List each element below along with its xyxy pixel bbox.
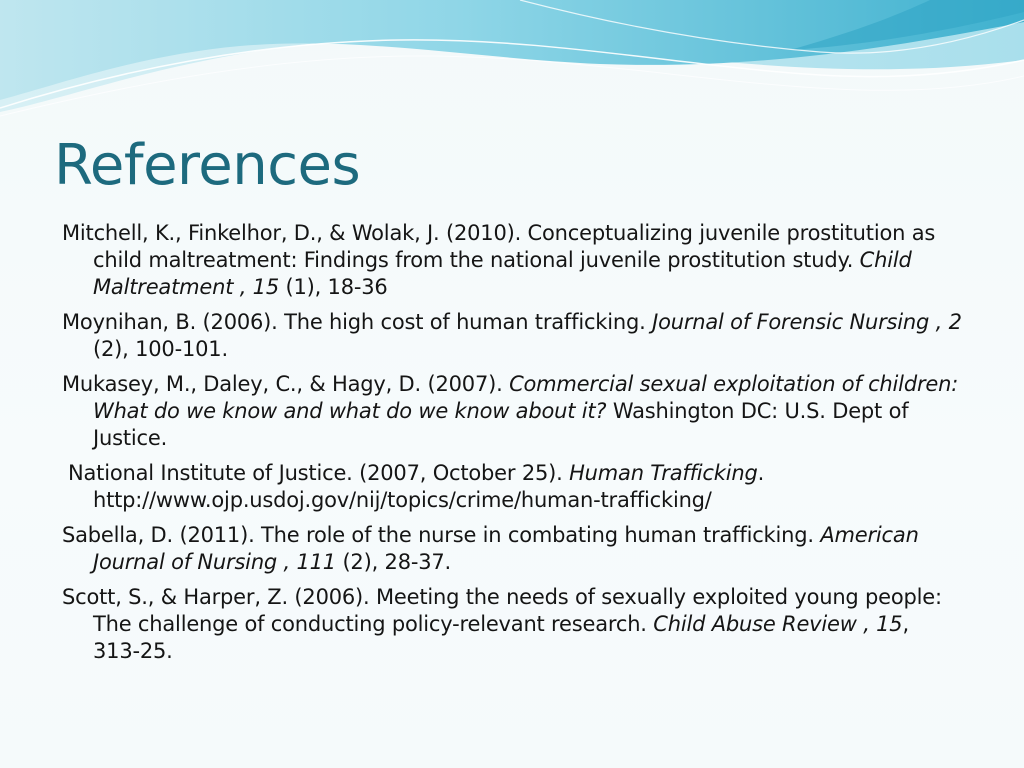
reference-text: Scott, S., & Harper, Z. (2006). Meeting the needs of sexually exploited young people: The challenge of conducting policy-relevant research. xyxy=(62,585,942,636)
reference-tail: Washington DC: U.S. Dept of Justice. xyxy=(93,399,909,450)
reference-item xyxy=(62,371,962,452)
reference-item xyxy=(62,522,962,576)
reference-source-italic: Child Abuse Review , 15 xyxy=(653,612,903,636)
reference-item xyxy=(62,220,962,301)
reference-tail: (2), 100-101. xyxy=(93,337,228,361)
reference-text: Moynihan, B. (2006). The high cost of human trafficking. xyxy=(62,310,653,334)
reference-text: Sabella, D. (2011). The role of the nurse in combating human trafficking. xyxy=(62,523,821,547)
page-title: References xyxy=(54,133,361,198)
reference-item xyxy=(62,309,962,363)
reference-tail: , 313-25. xyxy=(93,612,909,663)
reference-source-italic: Commercial sexual exploitation of children: What do we know and what do we know about it? xyxy=(93,372,959,423)
reference-tail: . http://www.ojp.usdoj.gov/nij/topics/crime/human-trafficking/ xyxy=(93,461,765,512)
references-list xyxy=(62,220,962,673)
reference-item xyxy=(62,460,962,514)
reference-item xyxy=(62,584,962,665)
reference-text: National Institute of Justice. (2007, October 25). xyxy=(68,461,570,485)
reference-source-italic: American Journal of Nursing , 111 xyxy=(93,523,919,574)
header-wave-decoration xyxy=(0,0,1024,130)
reference-text: Mitchell, K., Finkelhor, D., & Wolak, J. (2010). Conceptualizing juvenile prostitution as child maltreatment: Findings from the national juvenile prostitution study. xyxy=(62,221,936,272)
reference-source-italic: Human Trafficking xyxy=(569,461,758,485)
reference-source-italic: Child Maltreatment , 15 xyxy=(93,248,912,299)
reference-text: Mukasey, M., Daley, C., & Hagy, D. (2007). xyxy=(62,372,510,396)
reference-tail: (2), 28-37. xyxy=(335,550,452,574)
reference-source-italic: Journal of Forensic Nursing , 2 xyxy=(652,310,962,334)
reference-tail: (1), 18-36 xyxy=(278,275,388,299)
